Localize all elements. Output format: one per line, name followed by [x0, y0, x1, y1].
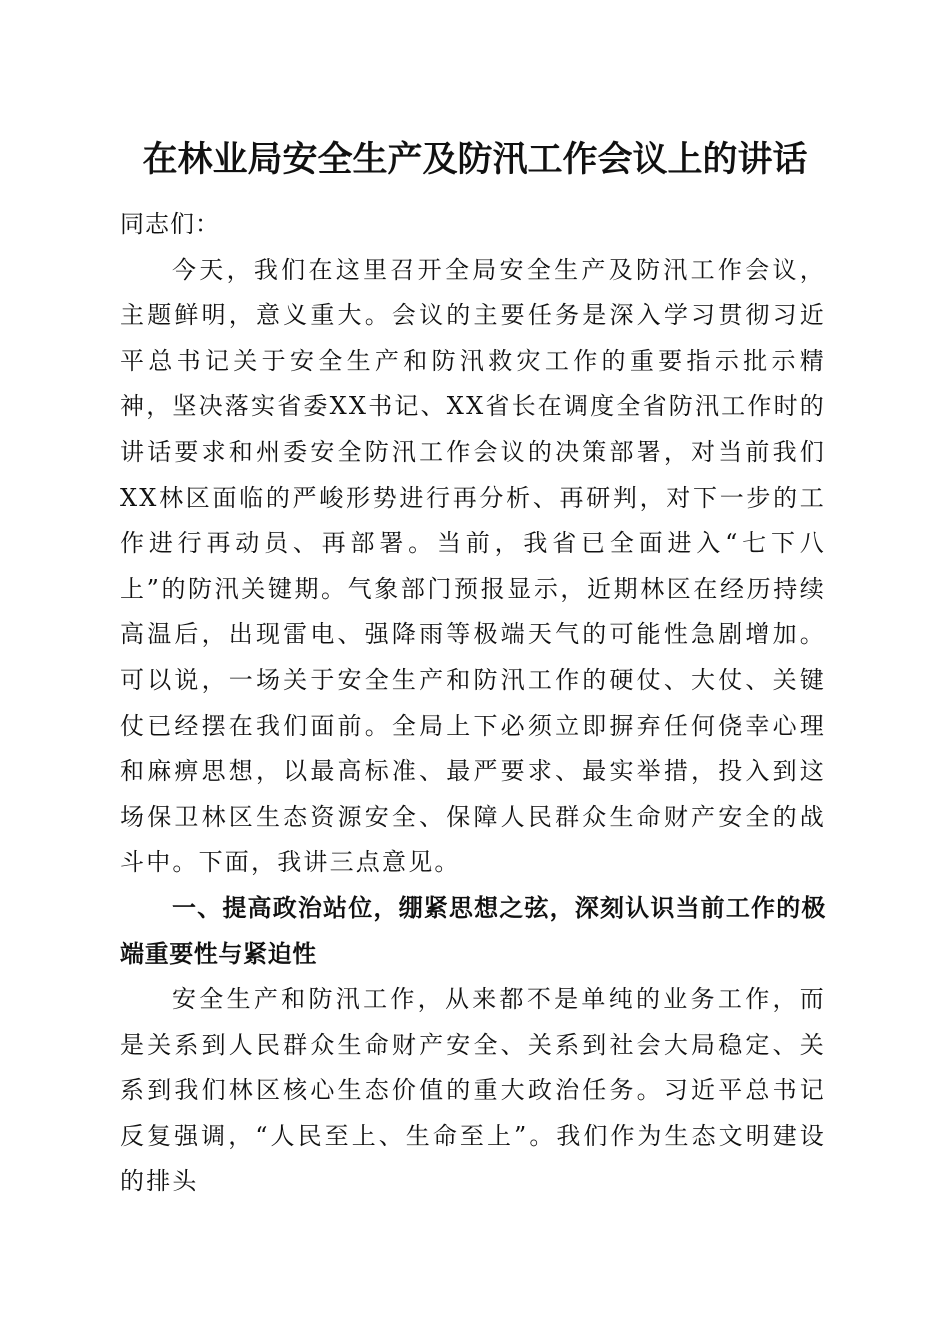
body-paragraph: 安全生产和防汛工作，从来都不是单纯的业务工作，而是关系到人民群众生命财产安全、关系到社会大局稳定、关系到我们林区核心生态价值的重大政治任务。习近平总书记反复强调，“人民至上、生命至上”。我们作为生态文明建设的排头 — [120, 985, 826, 1196]
document-body — [120, 202, 826, 1205]
salutation: 同志们： — [120, 210, 220, 238]
body-paragraph: 今天，我们在这里召开全局安全生产及防汛工作会议，主题鲜明，意义重大。会议的主要任务是深入学习贯彻习近平总书记关于安全生产和防汛救灾工作的重要指示批示精神，坚决落实省委XX书记、XX省长在调度全省防汛工作时的讲话要求和州委安全防汛工作会议的决策部署，对当前我们XX林区面临的严峻形势进行再分析、再研判，对下一步的工作进行再动员、再部署。当前，我省已全面进入“七下八上”的防汛关键期。气象部门预报显示，近期林区在经历持续高温后，出现雷电、强降雨等极端天气的可能性急剧增加。可以说，一场关于安全生产和防汛工作的硬仗、大仗、关键仗已经摆在我们面前。全局上下必须立即摒弃任何侥幸心理和麻痹思想，以最高标准、最严要求、最实举措，投入到这场保卫林区生态资源安全、保障人民群众生命财产安全的战斗中。下面，我讲三点意见。 — [120, 255, 826, 877]
section-heading: 一、提高政治站位，绷紧思想之弦，深刻认识当前工作的极端重要性与紧迫性 — [120, 893, 826, 968]
document-title: 在林业局安全生产及防汛工作会议上的讲话 — [142, 140, 808, 180]
